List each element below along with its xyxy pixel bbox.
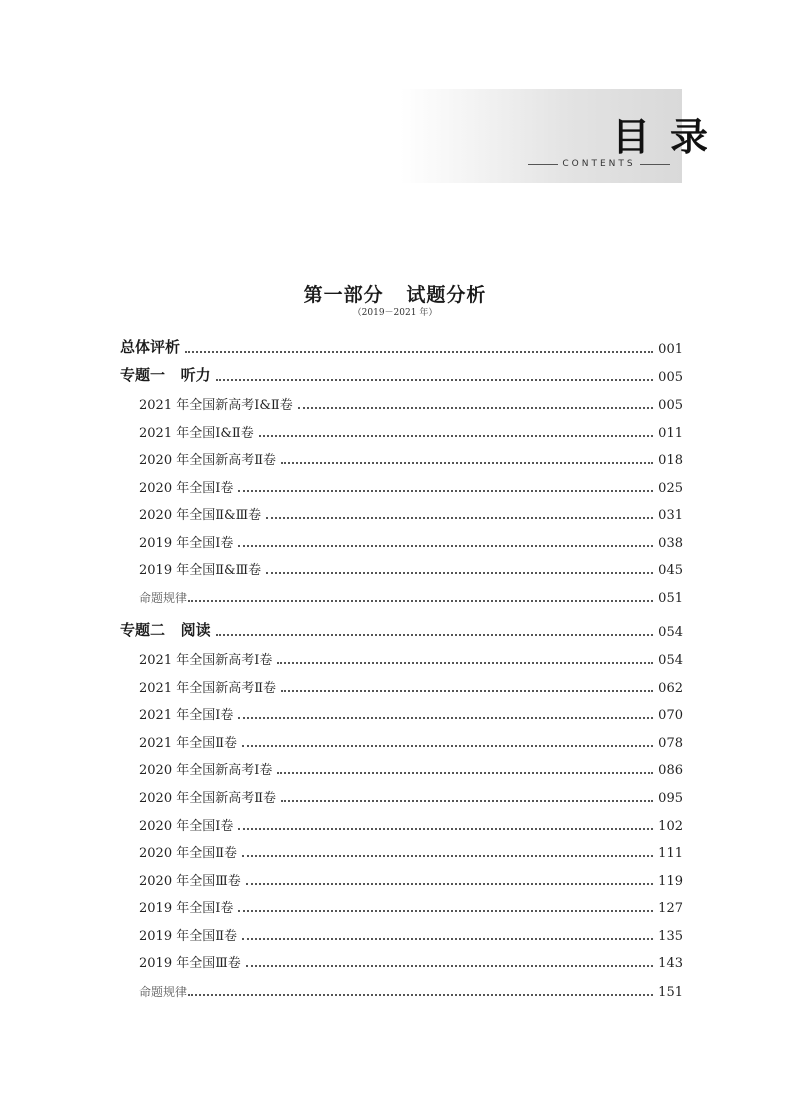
toc-dot-leader [281, 800, 653, 802]
toc-page-number: 005 [658, 398, 683, 413]
toc-dot-leader [238, 717, 653, 719]
contents-subtitle [528, 157, 670, 171]
toc-page-number: 011 [658, 426, 683, 441]
toc-summary-row [0, 980, 683, 1000]
toc-section-row [0, 337, 683, 357]
toc-dot-leader [238, 828, 653, 830]
toc-page-number: 151 [658, 985, 683, 1000]
toc-section-row [0, 620, 683, 640]
toc-entry-label: 2020 年全国新高考Ⅱ卷 [139, 791, 277, 806]
toc-page-number: 018 [658, 453, 683, 468]
toc-dot-leader [238, 490, 653, 492]
toc-entry-label: 2021 年全国Ⅰ卷 [139, 708, 234, 723]
toc-page-number: 095 [658, 791, 683, 806]
toc-dot-leader [298, 407, 653, 409]
toc-entry-label: 2020 年全国Ⅰ卷 [139, 819, 234, 834]
part-subtitle: （2019－2021 年） [352, 308, 438, 318]
toc-page-number: 127 [658, 901, 683, 916]
toc-page-number: 001 [658, 342, 683, 357]
toc-entry-row [0, 558, 683, 578]
toc-dot-leader [188, 600, 653, 602]
toc-page-number: 086 [658, 763, 683, 778]
toc-page-number: 078 [658, 736, 683, 751]
toc-entry-row [0, 421, 683, 441]
toc-entry-row [0, 476, 683, 496]
toc-entry-row [0, 393, 683, 413]
toc-dot-leader [281, 462, 653, 464]
toc-entry-row [0, 814, 683, 834]
toc-dot-leader [259, 435, 653, 437]
toc-entry-label: 2019 年全国Ⅰ卷 [139, 901, 234, 916]
toc-page-number: 070 [658, 708, 683, 723]
toc-page-number: 054 [658, 653, 683, 668]
toc-dot-leader [242, 745, 653, 747]
toc-summary-row [0, 586, 683, 606]
toc-dot-leader [242, 855, 653, 857]
toc-entry-label: 总体评析 [120, 338, 181, 356]
toc-entry-label: 2020 年全国Ⅲ卷 [139, 874, 241, 889]
toc-dot-leader [188, 994, 653, 996]
toc-page-number: 135 [658, 929, 683, 944]
subtitle-rule-left [528, 164, 558, 165]
toc-entry-label: 2019 年全国Ⅱ卷 [139, 929, 238, 944]
toc-dot-leader [266, 572, 653, 574]
toc-page-number: 005 [658, 370, 683, 385]
toc-page-number: 111 [658, 846, 683, 861]
toc-page-number: 031 [658, 508, 683, 523]
toc-entry-label: 2020 年全国Ⅰ卷 [139, 481, 234, 496]
toc-page-number: 054 [658, 625, 683, 640]
toc-entry-label: 2021 年全国Ⅱ卷 [139, 736, 238, 751]
toc-entry-label: 2021 年全国新高考Ⅱ卷 [139, 681, 277, 696]
toc-entry-row [0, 676, 683, 696]
toc-entry-row [0, 703, 683, 723]
toc-entry-label: 2020 年全国新高考Ⅱ卷 [139, 453, 277, 468]
toc-entry-label: 2020 年全国Ⅱ&Ⅲ卷 [139, 508, 262, 523]
toc-section-row [0, 365, 683, 385]
toc-entry-label: 2019 年全国Ⅱ&Ⅲ卷 [139, 563, 262, 578]
toc-entry-label: 2021 年全国新高考Ⅰ卷 [139, 653, 273, 668]
toc-entry-label: 2021 年全国Ⅰ&Ⅱ卷 [139, 426, 254, 441]
toc-dot-leader [281, 690, 653, 692]
subtitle-rule-right [640, 164, 670, 165]
toc-entry-row [0, 869, 683, 889]
toc-entry-row [0, 448, 683, 468]
toc-page-number: 102 [658, 819, 683, 834]
toc-page-number: 038 [658, 536, 683, 551]
toc-dot-leader [277, 662, 653, 664]
toc-entry-row [0, 786, 683, 806]
toc-entry-row [0, 531, 683, 551]
toc-dot-leader [242, 938, 653, 940]
toc-entry-label: 专题二 阅读 [120, 621, 211, 639]
toc-entry-row [0, 896, 683, 916]
toc-page-number: 051 [658, 591, 683, 606]
toc-dot-leader [216, 634, 654, 636]
toc-page-number: 119 [658, 874, 683, 889]
part-title: 第一部分 试题分析 [303, 284, 487, 306]
toc-entry-label: 2021 年全国新高考Ⅰ&Ⅱ卷 [139, 398, 293, 413]
toc-dot-leader [266, 517, 653, 519]
toc-entry-label: 专题一 听力 [120, 366, 211, 384]
toc-entry-row [0, 758, 683, 778]
toc-entry-row [0, 951, 683, 971]
toc-entry-label: 2020 年全国Ⅱ卷 [139, 846, 238, 861]
toc-entry-label: 2019 年全国Ⅲ卷 [139, 956, 241, 971]
toc-page-number: 045 [658, 563, 683, 578]
toc-dot-leader [185, 351, 653, 353]
toc-page-number: 143 [658, 956, 683, 971]
toc-entry-row [0, 924, 683, 944]
toc-entry-label: 命题规律 [139, 591, 188, 605]
toc-entry-label: 命题规律 [139, 985, 188, 999]
toc-entry-label: 2019 年全国Ⅰ卷 [139, 536, 234, 551]
toc-entry-row [0, 731, 683, 751]
toc-dot-leader [246, 883, 653, 885]
toc-dot-leader [277, 772, 653, 774]
toc-dot-leader [216, 379, 654, 381]
toc-dot-leader [238, 910, 653, 912]
subtitle-text: CONTENTS [562, 159, 636, 169]
toc-entry-row [0, 841, 683, 861]
toc-entry-label: 2020 年全国新高考Ⅰ卷 [139, 763, 273, 778]
toc-dot-leader [238, 545, 653, 547]
toc-page-number: 062 [658, 681, 683, 696]
toc-entry-row [0, 503, 683, 523]
toc-dot-leader [246, 965, 653, 967]
toc-page-number: 025 [658, 481, 683, 496]
contents-title: 目录 [611, 115, 728, 159]
toc-entry-row [0, 648, 683, 668]
